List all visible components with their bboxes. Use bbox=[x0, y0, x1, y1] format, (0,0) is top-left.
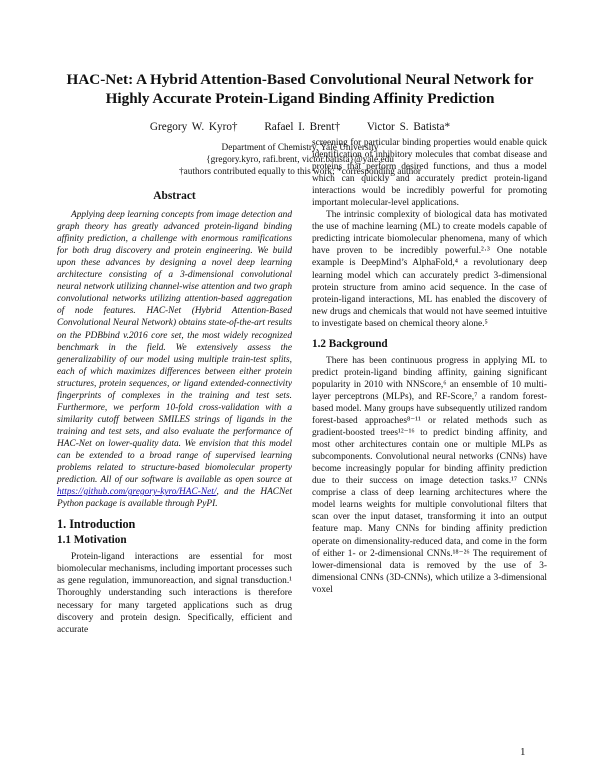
motivation-paragraph: Protein-ligand interactions are essential for most biomolecular mechanisms, including important processes such as gene regulation, immunoreaction, and signal transduction.¹ Thoroughly understanding such interactions is therefore necessary for many targeted applications such as drug discovery and protein design. Specifically, efficient and accurate bbox=[57, 552, 292, 635]
subsection-motivation-heading: 1.1 Motivation bbox=[57, 534, 127, 547]
abstract-tail: , and the HACNet Python package is available through PyPI. bbox=[57, 487, 292, 510]
department: Department of Chemistry, Yale University bbox=[221, 143, 379, 153]
ml-paragraph: The intrinsic complexity of biological data has motivated the use of machine learning (ML) to create models capable of predicting intricate biomolecular phenomena, many of which have proven to be incredibly powerful.²·³ One notable example is DeepMind’s AlphaFold,⁴ a revolutionary deep learning model which can accurately predict 3-dimensional protein structure from amino acid sequence. In the case of protein-ligand interactions, ML has enabled the discovery of new drugs and chemicals that would not have seemed intuitive to investigate based on chemical theory alone.⁵ bbox=[312, 210, 547, 329]
page-number: 1 bbox=[520, 746, 526, 758]
title-line-2: Highly Accurate Protein-Ligand Binding Affinity Prediction bbox=[105, 90, 495, 107]
section-introduction-heading: 1. Introduction bbox=[57, 517, 136, 532]
author-note: †authors contributed equally to this work; *corresponding author bbox=[179, 167, 421, 178]
emails: {gregory.kyro, rafi.brent, victor.batista}@yale.edu bbox=[206, 155, 394, 166]
abstract-body: Applying deep learning concepts from image detection and graph theory has greatly advanced protein-ligand binding affinity prediction, a challenge with enormous ramifications for both drug discovery and protein engineering. We build upon these advances by designing a novel deep learning architecture consisting of a 3-dimensional convolutional neural network utilizing channel-wise attention and two graph convolutional networks utilizing attention-based aggregation of node features. HAC-Net (Hybrid Attention-Based Convolutional Neural Network) obtains state-of-the-art results on the PDBbind v.2016 core set, the most widely recognized benchmark in the field. We extensively assess the generalizability of our model using multiple train-test splits, each of which maximizes differences between either protein structures, protein sequences, or ligand extended-connectivity fingerprints of complexes in the training and test sets. Furthermore, we perform 10-fold cross-validation with a similarity cutoff between SMILES strings of ligands in the training and test sets, and also evaluate the performance of HAC-Net on lower-quality data. We envision that this model can be extended to a broad range of supervised learning problems related to structure-based biomolecular property prediction. All of our software is available as open source at bbox=[57, 210, 292, 486]
author-brent: Rafael I. Brent† bbox=[264, 121, 341, 133]
subsection-background-heading: 1.2 Background bbox=[312, 337, 388, 350]
abstract-heading: Abstract bbox=[153, 190, 196, 202]
left-column bbox=[57, 190, 292, 636]
github-link[interactable]: https://github.com/gregory-kyro/HAC-Net/ bbox=[57, 487, 217, 498]
abstract-text bbox=[57, 209, 292, 510]
motivation-continued: screening for particular binding properties would enable quick identification of inhibitory molecules that combat disease and proteins that perform desired functions, and thus a model which can quickly and accurately predict protein-ligand interactions would be incredibly powerful for promoting important molecular-level applications. bbox=[312, 138, 547, 209]
background-paragraph: There has been continuous progress in applying ML to predict protein-ligand binding affinity, gaining significant popularity in 2010 with NNScore,⁶ an ensemble of 10 multi-layer perceptrons (MLPs), and RF-Score,⁷ a random forest-based model. Many groups have subsequently utilized random forest-based approaches⁸⁻¹¹ or related methods such as gradient-boosted trees¹²⁻¹⁶ to predict binding affinity, and most other architectures contain one or multiple MLPs as subcomponents. Convolutional neural networks (CNNs) have become increasingly popular for binding affinity prediction due to their success on image detection tasks.¹⁷ CNNs comprise a class of deep learning architectures where the model learns weights for multiple convolutional filters that scan over the input dataset, transforming it into an output feature map. Many CNNs for binding affinity prediction operate on dimensionality-reduced data, and come in the form of either 1- or 2-dimensional CNNs.¹⁸⁻²⁶ The requirement of lower-dimensional data is removed by the use of 3-dimensional CNNs (3D-CNNs), which utilize a 3-dimensional voxel bbox=[312, 355, 547, 595]
right-column bbox=[312, 137, 547, 596]
title-line-1: HAC-Net: A Hybrid Attention-Based Convolutional Neural Network for bbox=[66, 71, 534, 88]
author-batista: Victor S. Batista* bbox=[366, 121, 451, 133]
paper-title bbox=[40, 70, 560, 108]
author-list bbox=[40, 121, 560, 133]
author-kyro: Gregory W. Kyro† bbox=[149, 121, 238, 133]
